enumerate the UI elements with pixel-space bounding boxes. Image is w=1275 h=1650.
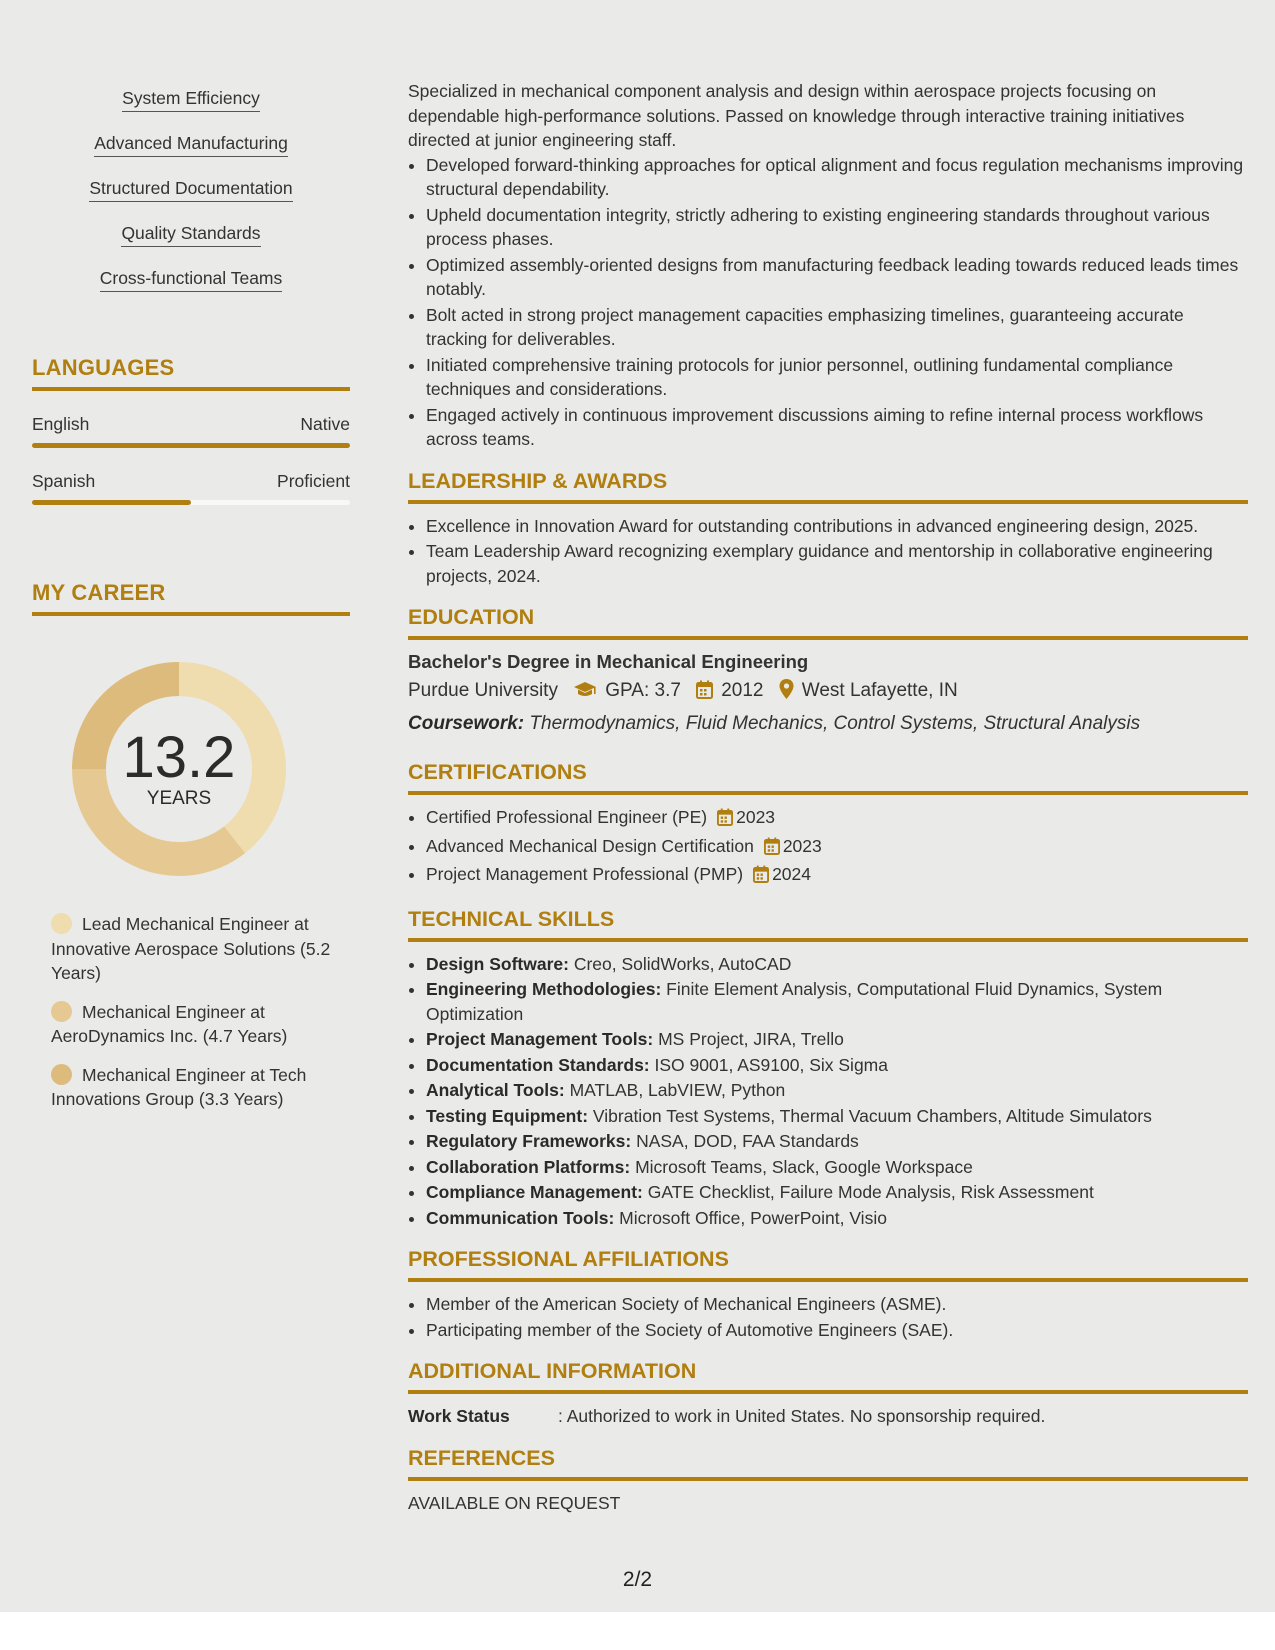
experience-bullet: • Developed forward-thinking approaches for optical alignment and focus regulation mechanisms improving structural dependability. — [426, 153, 1248, 202]
technical-skill-item — [426, 1104, 1248, 1129]
references-title: REFERENCES — [408, 1445, 1248, 1481]
certification-item — [426, 862, 1248, 890]
coursework-value: Thermodynamics, Fluid Mechanics, Control Systems, Structural Analysis — [529, 713, 1141, 734]
skill-category: Analytical Tools: — [426, 1080, 565, 1100]
certification-item — [426, 834, 1248, 862]
technical-skill-item — [426, 1078, 1248, 1103]
skill-category: Compliance Management: — [426, 1182, 643, 1202]
skill-category: Testing Equipment: — [426, 1105, 589, 1126]
coursework-label: Coursework: — [408, 713, 525, 734]
legend-dot-icon — [51, 913, 72, 934]
skill-item: Structured Documentation — [89, 178, 292, 202]
education-school: Purdue University — [408, 680, 558, 701]
experience-bullet: • Upheld documentation integrity, strictly adhering to existing engineering standards throughout various process phases. — [426, 203, 1248, 252]
experience-bullet: • Bolt acted in strong project management capacities emphasizing timelines, guaranteeing accurate tracking for deliverables. — [426, 303, 1248, 352]
skill-category: Collaboration Platforms: — [426, 1156, 631, 1177]
skill-category: Communication Tools: — [426, 1207, 615, 1228]
skill-values: Vibration Test Systems, Thermal Vacuum Chambers, Altitude Simulators — [592, 1105, 1152, 1126]
skill-values: GATE Checklist, Failure Mode Analysis, Risk Assessment — [647, 1182, 1094, 1202]
technical-skill-item — [426, 1053, 1248, 1078]
education-meta — [408, 676, 1248, 709]
sidebar — [32, 0, 350, 1126]
leadership-item: • Team Leadership Award recognizing exemplary guidance and mentorship in collaborative engineering projects, 2024. — [426, 539, 1248, 588]
skill-category: Engineering Methodologies: — [426, 979, 662, 999]
career-title: MY CAREER — [32, 580, 350, 616]
experience-bullets — [408, 153, 1248, 452]
career-donut-chart — [66, 656, 292, 882]
skill-values: MATLAB, LabVIEW, Python — [569, 1080, 786, 1100]
technical-skills-title: TECHNICAL SKILLS — [408, 906, 1248, 942]
experience-bullet: • Engaged actively in continuous improvement discussions aiming to refine internal process workflows across teams. — [426, 403, 1248, 452]
experience-bullet: • Optimized assembly-oriented designs from manufacturing feedback leading towards reduced leads times notably. — [426, 253, 1248, 302]
technical-skills-list — [408, 952, 1248, 1231]
leadership-item: • Excellence in Innovation Award for outstanding contributions in advanced engineering design, 2025. — [426, 514, 1248, 539]
legend-dot-icon — [51, 1064, 72, 1085]
certification-year: 2023 — [736, 807, 776, 827]
certification-year: 2024 — [772, 864, 812, 884]
main-content — [408, 0, 1248, 1515]
language-entry — [32, 470, 350, 505]
work-status-value: : Authorized to work in United States. No sponsorship required. — [558, 1406, 1046, 1426]
career-unit: YEARS — [146, 788, 212, 809]
language-entry — [32, 413, 350, 448]
additional-info-title: ADDITIONAL INFORMATION — [408, 1358, 1248, 1394]
skill-item: Cross-functional Teams — [100, 268, 283, 292]
education-degree: Bachelor's Degree in Mechanical Engineering — [408, 651, 809, 672]
languages-title: LANGUAGES — [32, 355, 350, 391]
certification-name: Advanced Mechanical Design Certification — [426, 835, 754, 856]
skill-list — [32, 88, 350, 313]
technical-skill-item — [426, 1027, 1248, 1052]
experience-bullet: • Initiated comprehensive training protocols for junior personnel, outlining fundamental compliance techniques and considerations. — [426, 353, 1248, 402]
career-total: 13.2 — [122, 725, 236, 790]
technical-skill-item — [426, 1155, 1248, 1180]
career-legend-label: Mechanical Engineer at Tech Innovations Group (3.3 Years) — [51, 1064, 307, 1109]
skill-category: Documentation Standards: — [426, 1054, 650, 1075]
language-bar-fill — [32, 443, 350, 448]
technical-skill-item — [426, 1129, 1248, 1154]
legend-dot-icon — [51, 1001, 72, 1022]
technical-skill-item — [426, 1180, 1248, 1205]
education-year: 2012 — [721, 680, 764, 701]
language-name: Spanish — [32, 471, 96, 491]
career-legend-label: Mechanical Engineer at AeroDynamics Inc. (4.7 Years) — [51, 1001, 288, 1046]
education-location: West Lafayette, IN — [801, 680, 958, 701]
calendar-icon — [696, 679, 713, 709]
page-number: 2/2 — [622, 1568, 653, 1591]
calendar-icon — [753, 865, 769, 890]
affiliations-list — [408, 1292, 1248, 1342]
certification-year: 2023 — [782, 835, 822, 856]
calendar-icon — [717, 808, 733, 833]
education-gpa: GPA: 3.7 — [605, 680, 681, 701]
certification-name: Project Management Professional (PMP) — [426, 864, 744, 884]
certification-name: Certified Professional Engineer (PE) — [426, 807, 708, 827]
skill-item: Quality Standards — [121, 223, 260, 247]
language-level: Native — [300, 414, 350, 434]
leadership-title: LEADERSHIP & AWARDS — [408, 468, 1248, 504]
map-pin-icon — [779, 679, 794, 709]
skill-item: Advanced Manufacturing — [94, 133, 288, 157]
work-status-row — [408, 1404, 1248, 1429]
affiliation-item: • Member of the American Society of Mechanical Engineers (ASME). — [426, 1292, 1248, 1317]
education-coursework — [408, 709, 1248, 739]
technical-skill-item — [426, 1206, 1248, 1231]
skill-category: Regulatory Frameworks: — [426, 1131, 632, 1151]
certification-item — [426, 805, 1248, 833]
certifications-list — [408, 805, 1248, 890]
skill-values: Finite Element Analysis, Computational Fluid Dynamics, System Optimization — [426, 979, 1163, 1024]
career-legend-item — [51, 912, 341, 986]
skill-values: Microsoft Office, PowerPoint, Visio — [619, 1207, 887, 1228]
technical-skill-item — [426, 952, 1248, 977]
language-bar-fill — [32, 500, 191, 505]
graduation-cap-icon — [573, 679, 597, 709]
skill-values: Microsoft Teams, Slack, Google Workspace — [635, 1156, 973, 1177]
skill-values: MS Project, JIRA, Trello — [658, 1029, 844, 1049]
career-legend — [32, 912, 350, 1112]
affiliation-item: • Participating member of the Society of Automotive Engineers (SAE). — [426, 1318, 1248, 1343]
skill-category: Project Management Tools: — [426, 1029, 654, 1049]
calendar-icon — [764, 837, 780, 862]
experience-summary: Specialized in mechanical component analysis and design within aerospace projects focusing on dependable high-performance solutions. Passed on knowledge through interactive training initiatives directed at junior engineering staff. — [408, 81, 1185, 150]
language-bar — [32, 500, 350, 505]
language-level: Proficient — [277, 471, 350, 491]
references-text: AVAILABLE ON REQUEST — [408, 1492, 621, 1513]
career-legend-item — [51, 1000, 341, 1049]
skill-values: NASA, DOD, FAA Standards — [636, 1131, 859, 1151]
career-legend-label: Lead Mechanical Engineer at Innovative Aerospace Solutions (5.2 Years) — [51, 914, 331, 983]
leadership-list — [408, 514, 1248, 589]
technical-skill-item — [426, 977, 1248, 1026]
education-title: EDUCATION — [408, 604, 1248, 640]
skill-values: ISO 9001, AS9100, Six Sigma — [654, 1054, 888, 1075]
skill-category: Design Software: — [426, 953, 569, 974]
career-legend-item — [51, 1063, 341, 1112]
affiliations-title: PROFESSIONAL AFFILIATIONS — [408, 1246, 1248, 1282]
language-name: English — [32, 414, 90, 434]
language-bar — [32, 443, 350, 448]
skill-values: Creo, SolidWorks, AutoCAD — [573, 953, 792, 974]
work-status-label: Work Status — [408, 1406, 510, 1426]
skill-item: System Efficiency — [122, 88, 260, 112]
certifications-title: CERTIFICATIONS — [408, 759, 1248, 795]
